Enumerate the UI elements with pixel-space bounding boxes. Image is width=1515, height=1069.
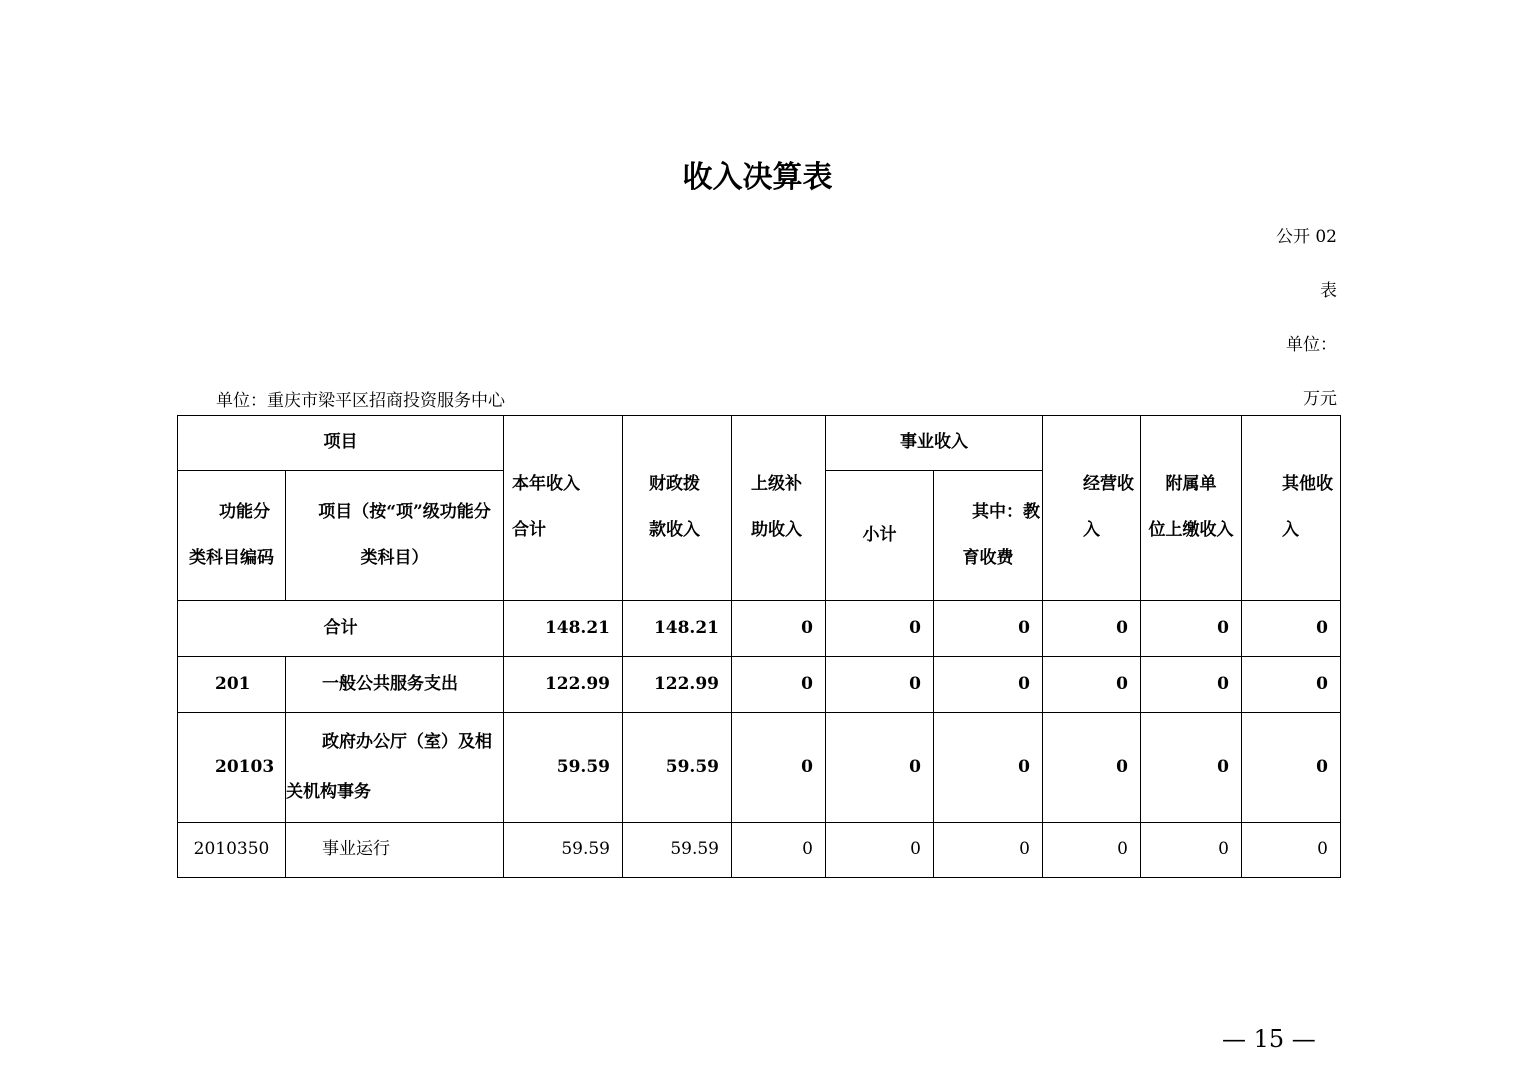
cell: 0 — [826, 657, 934, 713]
table-row-2010350 — [178, 823, 1341, 878]
row-name: 政府办公厅（室）及相 关机构事务 — [286, 713, 504, 823]
table-row-201 — [178, 657, 1341, 713]
header-item: 项目 — [178, 416, 504, 471]
cell: 59.59 — [623, 823, 732, 878]
cell: 0 — [732, 657, 826, 713]
header-operating: 经营收 入 — [1043, 416, 1141, 601]
header-edu: 其中：教 育收费 — [934, 471, 1043, 601]
cell: 0 — [1043, 657, 1141, 713]
cell: 0 — [934, 657, 1043, 713]
cell: 0 — [826, 823, 934, 878]
cell: 0 — [1242, 601, 1341, 657]
cell: 0 — [934, 713, 1043, 823]
cell: 0 — [732, 601, 826, 657]
unit-label-line2: 万元 — [1303, 389, 1337, 409]
table-row-20103 — [178, 713, 1341, 823]
cell: 0 — [1242, 657, 1341, 713]
form-code-line1: 公开 02 — [1275, 227, 1337, 247]
cell: 59.59 — [504, 823, 623, 878]
cell: 122.99 — [504, 657, 623, 713]
header-fiscal: 财政拨 款收入 — [623, 416, 732, 601]
cell: 0 — [1242, 823, 1341, 878]
cell: 122.99 — [623, 657, 732, 713]
cell: 148.21 — [623, 601, 732, 657]
cell: 0 — [1141, 823, 1242, 878]
row-name: 事业运行 — [286, 823, 504, 878]
header-total: 本年收入 合计 — [504, 416, 623, 601]
cell: 0 — [732, 823, 826, 878]
cell: 0 — [1242, 713, 1341, 823]
header-item-name: 项目（按“项”级功能分 类科目） — [286, 471, 504, 601]
header-func-code: 功能分 类科目编码 — [178, 471, 286, 601]
header-upper: 上级补 助收入 — [732, 416, 826, 601]
cell: 148.21 — [504, 601, 623, 657]
cell: 0 — [1141, 713, 1242, 823]
org-unit: 单位：重庆市梁平区招商投资服务中心 — [216, 391, 505, 411]
cell: 0 — [1043, 713, 1141, 823]
header-subtotal: 小计 — [826, 471, 934, 601]
cell: 0 — [934, 823, 1043, 878]
cell: 0 — [1141, 657, 1242, 713]
header-other: 其他收 入 — [1242, 416, 1341, 601]
cell: 59.59 — [504, 713, 623, 823]
page-number: — 15 — — [1222, 1025, 1316, 1053]
header-business: 事业收入 — [826, 416, 1043, 471]
income-table — [177, 415, 1341, 878]
table-row-total — [178, 601, 1341, 657]
header-affiliated: 附属单 位上缴收入 — [1141, 416, 1242, 601]
cell: 0 — [826, 713, 934, 823]
row-name: 一般公共服务支出 — [286, 657, 504, 713]
cell: 0 — [1043, 823, 1141, 878]
row-code: 201 — [178, 657, 286, 713]
cell: 0 — [934, 601, 1043, 657]
page-title: 收入决算表 — [682, 160, 833, 195]
form-code-line2: 表 — [1320, 281, 1337, 301]
unit-label-line1: 单位： — [1286, 335, 1337, 355]
cell: 0 — [826, 601, 934, 657]
row-code: 2010350 — [178, 823, 286, 878]
row-code: 20103 — [178, 713, 286, 823]
row-total-label: 合计 — [178, 601, 504, 657]
cell: 0 — [1141, 601, 1242, 657]
cell: 59.59 — [623, 713, 732, 823]
cell: 0 — [1043, 601, 1141, 657]
cell: 0 — [732, 713, 826, 823]
